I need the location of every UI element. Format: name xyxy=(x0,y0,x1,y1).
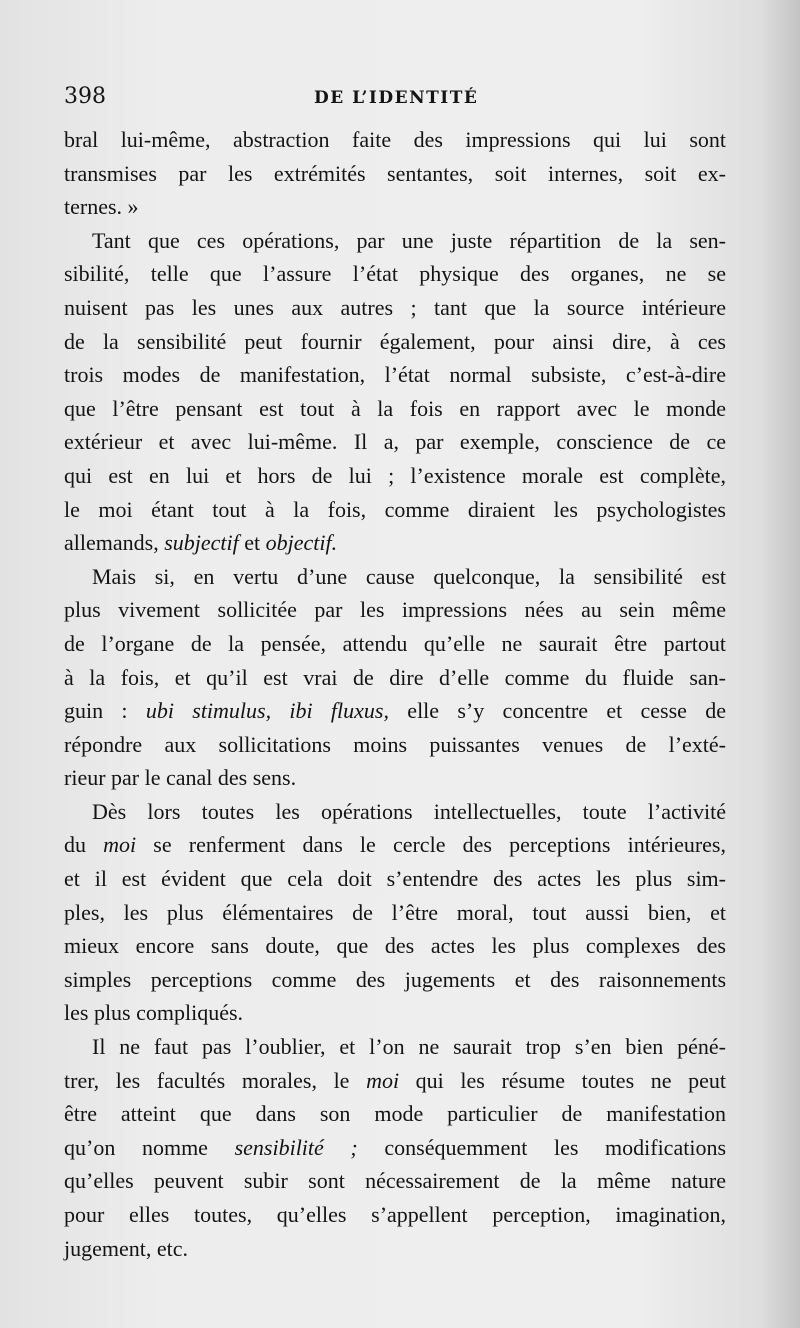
text-line: Dès lors toutes les opérations intellectuelles, toute l’activité xyxy=(92,798,726,824)
text-line: nuisent pas les unes aux autres ; tant que la source intérieure xyxy=(64,294,726,320)
text-run: se renferment dans le cercle des perceptions intérieures, xyxy=(136,832,726,858)
paragraph-1 xyxy=(64,123,726,224)
text-line: qu’elles peuvent subir sont nécessairement de la même nature xyxy=(64,1168,726,1194)
italic-term: moi xyxy=(366,1067,400,1093)
text-line: Mais si, en vertu d’une cause quelconque, la sensibilité est xyxy=(92,563,726,589)
text-line xyxy=(64,828,726,862)
text-run: qui les résume toutes ne peut xyxy=(399,1067,726,1093)
text-run: guin : xyxy=(64,698,146,724)
text-run: allemands, xyxy=(64,530,165,556)
text-line xyxy=(64,1131,726,1165)
text-run: trer, les facultés morales, le xyxy=(64,1067,367,1093)
text-line xyxy=(64,694,726,728)
text-line: de l’organe de la pensée, attendu qu’elle ne saurait être partout xyxy=(64,630,726,656)
text-line: extérieur et avec lui-même. Il a, par exemple, conscience de ce xyxy=(64,429,726,455)
body-text xyxy=(64,123,726,1265)
paragraph-2 xyxy=(64,224,726,560)
text-run: elle s’y concentre et cesse de xyxy=(389,698,727,724)
text-line: à la fois, et qu’il est vrai de dire d’elle comme du fluide san- xyxy=(64,664,726,690)
text-line: Il ne faut pas l’oublier, et l’on ne saurait trop s’en bien péné- xyxy=(92,1034,726,1060)
text-line: être atteint que dans son mode particulier de manifestation xyxy=(64,1101,726,1127)
text-line: ternes. » xyxy=(64,194,139,220)
text-line: bral lui-même, abstraction faite des impressions qui lui sont xyxy=(64,127,726,152)
page-number: 398 xyxy=(64,84,106,109)
page-edge-shadow xyxy=(760,0,800,1328)
paragraph-5 xyxy=(64,1030,726,1265)
text-line: les plus compliqués. xyxy=(64,1000,244,1026)
running-head: DE L’IDENTITÉ xyxy=(314,88,479,108)
paragraph-3 xyxy=(64,560,726,795)
text-line: et il est évident que cela doit s’entendre des actes les plus sim- xyxy=(64,866,726,892)
text-line xyxy=(64,526,726,560)
text-line: transmises par les extrémités sentantes, soit internes, soit ex- xyxy=(64,160,726,186)
text-line: plus vivement sollicitée par les impressions nées au sein même xyxy=(64,597,726,623)
italic-term: subjectif xyxy=(164,530,239,556)
italic-term: objectif. xyxy=(265,530,338,556)
text-run: qu’on nomme xyxy=(64,1134,235,1160)
text-line: répondre aux sollicitations moins puissantes venues de l’exté- xyxy=(64,731,726,757)
text-line: jugement, etc. xyxy=(64,1235,189,1261)
page-header xyxy=(64,82,726,116)
text-line: pour elles toutes, qu’elles s’appellent perception, imagination, xyxy=(64,1202,726,1227)
text-line: trois modes de manifestation, l’état normal subsiste, c’est-à-dire xyxy=(64,362,726,388)
text-line: sibilité, telle que l’assure l’état physique des organes, ne se xyxy=(64,261,726,287)
text-run: et xyxy=(238,530,266,556)
text-line: Tant que ces opérations, par une juste répartition de la sen- xyxy=(92,227,726,253)
text-line xyxy=(64,1064,726,1098)
text-line: qui est en lui et hors de lui ; l’existence morale est complète, xyxy=(64,462,726,488)
text-line: le moi étant tout à la fois, comme diraient les psychologistes xyxy=(64,496,726,522)
italic-term: moi xyxy=(103,832,137,858)
text-line: mieux encore sans doute, que des actes les plus complexes des xyxy=(64,933,726,959)
text-run: du xyxy=(64,832,104,858)
paragraph-4 xyxy=(64,795,726,1030)
italic-term: sensibilité ; xyxy=(234,1134,358,1160)
text-line: ples, les plus élémentaires de l’être moral, tout aussi bien, et xyxy=(64,899,726,925)
text-line: rieur par le canal des sens. xyxy=(64,765,297,791)
text-line: de la sensibilité peut fournir également, pour ainsi dire, à ces xyxy=(64,328,726,354)
italic-term: ubi stimulus, ibi fluxus, xyxy=(145,698,389,724)
text-run: conséquemment les modifications xyxy=(357,1134,726,1160)
text-line: simples perceptions comme des jugements et des raisonnements xyxy=(64,966,726,992)
text-line: que l’être pensant est tout à la fois en rapport avec le monde xyxy=(64,395,726,421)
